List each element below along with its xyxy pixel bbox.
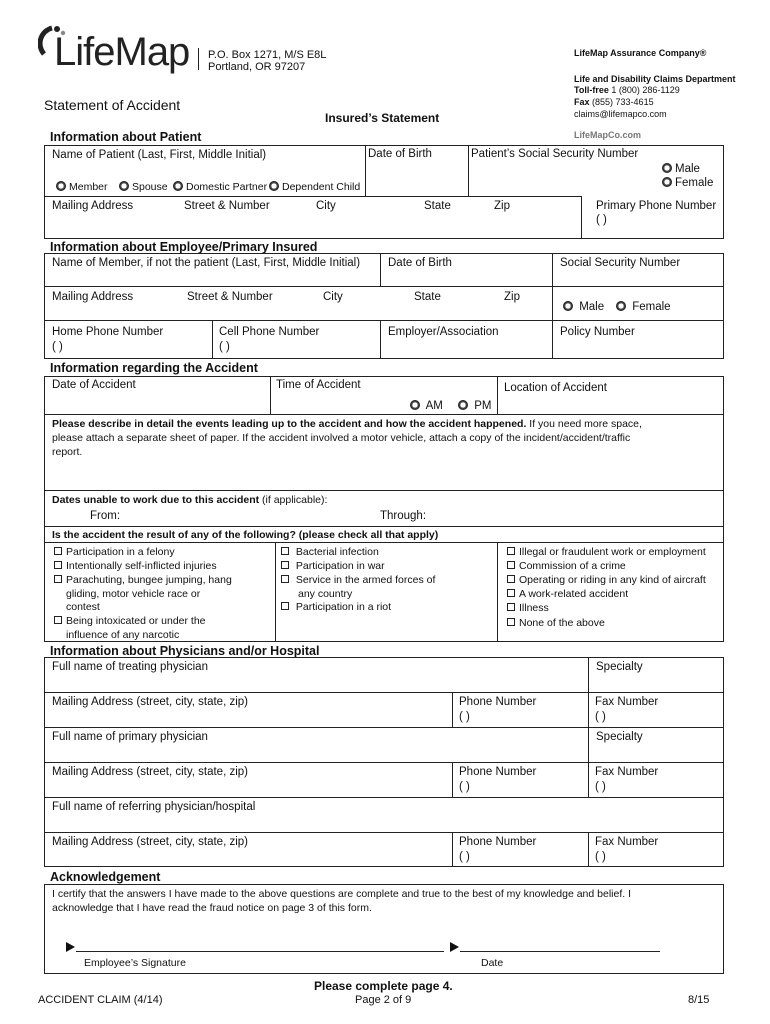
referring-phone-field[interactable]: Phone Number	[459, 836, 537, 848]
checkbox-icon	[507, 618, 515, 626]
radio-icon	[269, 181, 279, 191]
relation-spouse-radio[interactable]: Spouse	[119, 181, 168, 194]
check-illegal-work[interactable]: Illegal or fraudulent work or employment	[507, 546, 706, 559]
pm-radio[interactable]: PM	[458, 400, 491, 413]
describe-line-2: please attach a separate sheet of paper. If the accident involved a motor vehicle, attach a copy of the incident/accident/traffic	[52, 432, 631, 444]
referring-fax-field[interactable]: Fax Number	[595, 836, 659, 848]
referring-fax-paren: ( )	[595, 851, 606, 863]
ack-line-2: acknowledge that I have read the fraud notice on page 3 of this form.	[52, 902, 372, 914]
footer-page-number: Page 2 of 9	[355, 994, 412, 1006]
claims-dept: Life and Disability Claims Department	[574, 74, 736, 84]
check-intoxicated-cont: influence of any narcotic	[66, 629, 180, 641]
fax-label: Fax	[574, 97, 590, 107]
patient-ssn-field[interactable]: Patient’s Social Security Number	[471, 148, 639, 160]
accident-date-field[interactable]: Date of Accident	[52, 379, 136, 391]
accident-heading: Information regarding the Accident	[50, 361, 258, 375]
patient-male-radio[interactable]: Male	[662, 163, 700, 176]
patient-city-label: City	[316, 200, 336, 212]
address-line-1: P.O. Box 1271, M/S E8L	[208, 49, 327, 61]
patient-dob-field[interactable]: Date of Birth	[368, 148, 432, 160]
referring-mailing-field[interactable]: Mailing Address (street, city, state, zip)	[52, 836, 248, 848]
check-parachuting-cont2: contest	[66, 601, 100, 613]
date-arrow-icon	[450, 942, 459, 952]
check-illness[interactable]: Illness	[507, 602, 549, 615]
checkbox-icon	[507, 603, 515, 611]
accident-time-field[interactable]: Time of Accident	[276, 379, 361, 391]
patient-name-field[interactable]: Name of Patient (Last, First, Middle Initial)	[52, 149, 267, 161]
primary-fax-paren: ( )	[595, 781, 606, 793]
primary-fax-field[interactable]: Fax Number	[595, 766, 659, 778]
radio-icon	[119, 181, 129, 191]
check-armed-forces-cont: any country	[298, 588, 353, 600]
check-bacterial[interactable]: Bacterial infection	[281, 546, 379, 559]
patient-phone-field[interactable]: Primary Phone Number	[596, 200, 717, 212]
radio-icon	[56, 181, 66, 191]
home-phone-paren: ( )	[52, 341, 63, 353]
patient-phone-paren: ( )	[596, 214, 607, 226]
check-armed-forces[interactable]: Service in the armed forces of	[281, 574, 435, 587]
patient-street-label: Street & Number	[184, 200, 270, 212]
treating-phone-paren: ( )	[459, 711, 470, 723]
accident-location-field[interactable]: Location of Accident	[504, 382, 607, 394]
primary-phone-field[interactable]: Phone Number	[459, 766, 537, 778]
radio-icon	[662, 177, 672, 187]
treating-physician-field[interactable]: Full name of treating physician	[52, 661, 208, 673]
primary-physician-field[interactable]: Full name of primary physician	[52, 731, 208, 743]
checkbox-icon	[54, 561, 62, 569]
primary-specialty-field[interactable]: Specialty	[596, 731, 643, 743]
from-field[interactable]: From:	[90, 510, 121, 522]
claims-email: claims@lifemapco.com	[574, 109, 667, 119]
radio-icon	[563, 301, 573, 311]
company-name: LifeMap Assurance Company®	[574, 48, 707, 58]
radio-icon	[662, 163, 672, 173]
signature-arrow-icon	[66, 942, 75, 952]
home-phone-field[interactable]: Home Phone Number	[52, 326, 164, 338]
tollfree-label: Toll-free	[574, 85, 609, 95]
checkbox-icon	[281, 575, 289, 583]
check-aircraft[interactable]: Operating or riding in any kind of aircraft	[507, 574, 706, 587]
checkbox-icon	[507, 575, 515, 583]
checkbox-icon	[507, 589, 515, 597]
cell-phone-field[interactable]: Cell Phone Number	[219, 326, 320, 338]
primary-mailing-field[interactable]: Mailing Address (street, city, state, zip)	[52, 766, 248, 778]
footer-left: ACCIDENT CLAIM (4/14)	[38, 994, 163, 1006]
check-felony[interactable]: Participation in a felony	[54, 546, 175, 559]
header-divider	[198, 48, 199, 70]
checkbox-icon	[507, 561, 515, 569]
patient-heading: Information about Patient	[50, 130, 202, 144]
describe-instructions: Please describe in detail the events leading up to the accident and how the accident happened. If you need more space,	[52, 418, 642, 430]
cell-phone-paren: ( )	[219, 341, 230, 353]
am-radio[interactable]: AM	[410, 400, 443, 413]
check-parachuting[interactable]: Parachuting, bungee jumping, hang	[54, 574, 232, 587]
check-none[interactable]: None of the above	[507, 617, 605, 630]
footer-right: 8/15	[688, 994, 710, 1006]
relation-member-radio[interactable]: Member	[56, 181, 108, 194]
check-crime[interactable]: Commission of a crime	[507, 560, 626, 573]
referring-phone-paren: ( )	[459, 851, 470, 863]
website: LifeMapCo.com	[574, 130, 642, 140]
ack-heading: Acknowledgement	[50, 870, 161, 884]
check-parachuting-cont: gliding, motor vehicle race or	[66, 588, 201, 600]
treating-fax-paren: ( )	[595, 711, 606, 723]
member-female-radio[interactable]: Female	[616, 301, 671, 314]
policy-field[interactable]: Policy Number	[560, 326, 635, 338]
tollfree-value: 1 (800) 286-1129	[611, 85, 680, 95]
through-field[interactable]: Through:	[380, 510, 427, 522]
employer-field[interactable]: Employer/Association	[388, 326, 499, 338]
member-dob-field[interactable]: Date of Birth	[388, 257, 452, 269]
treating-mailing-field[interactable]: Mailing Address (street, city, state, zip)	[52, 696, 248, 708]
checkbox-icon	[281, 602, 289, 610]
ack-line-1: I certify that the answers I have made to the above questions are complete and true to the best of my knowledge and belief. I	[52, 888, 632, 900]
referring-physician-field[interactable]: Full name of referring physician/hospital	[52, 801, 256, 813]
member-male-radio[interactable]: Male	[563, 301, 604, 314]
dates-unable-label: Dates unable to work due to this accident (if applicable):	[52, 494, 328, 506]
check-intoxicated[interactable]: Being intoxicated or under the	[54, 615, 206, 628]
treating-phone-field[interactable]: Phone Number	[459, 696, 537, 708]
employee-heading: Information about Employee/Primary Insured	[50, 240, 318, 254]
member-ssn-field[interactable]: Social Security Number	[560, 257, 681, 269]
footer-complete-page: Please complete page 4.	[314, 979, 453, 993]
checkbox-icon	[54, 547, 62, 555]
radio-icon	[616, 301, 626, 311]
member-state-label: State	[414, 291, 441, 303]
member-zip-label: Zip	[504, 291, 520, 303]
date-line[interactable]	[460, 951, 660, 952]
document-title: Statement of Accident	[44, 97, 181, 113]
signature-line[interactable]	[76, 951, 444, 952]
check-war[interactable]: Participation in war	[281, 560, 385, 573]
describe-textarea[interactable]	[46, 460, 722, 488]
checkbox-icon	[54, 575, 62, 583]
fax-value: (855) 733-4615	[592, 97, 654, 107]
patient-state-label: State	[424, 200, 451, 212]
radio-icon	[410, 400, 420, 410]
primary-phone-paren: ( )	[459, 781, 470, 793]
treating-fax-field[interactable]: Fax Number	[595, 696, 659, 708]
patient-female-radio[interactable]: Female	[662, 177, 713, 190]
signature-label: Employee’s Signature	[84, 957, 186, 969]
member-city-label: City	[323, 291, 343, 303]
date-label: Date	[481, 957, 504, 969]
physicians-heading: Information about Physicians and/or Hospital	[50, 644, 320, 658]
check-self-inflicted[interactable]: Intentionally self-inflicted injuries	[54, 560, 217, 573]
address-line-2: Portland, OR 97207	[208, 61, 306, 73]
result-question: Is the accident the result of any of the following? (please check all that apply)	[52, 529, 439, 541]
check-riot[interactable]: Participation in a riot	[281, 601, 391, 614]
describe-line-3: report.	[52, 446, 83, 458]
member-mailing-label[interactable]: Mailing Address	[52, 291, 134, 303]
logo-text: LifeMap	[54, 30, 190, 74]
relation-dependent-child-radio[interactable]: Dependent Child	[269, 181, 360, 194]
checkbox-icon	[54, 616, 62, 624]
checkbox-icon	[281, 547, 289, 555]
treating-specialty-field[interactable]: Specialty	[596, 661, 643, 673]
check-work-related[interactable]: A work-related accident	[507, 588, 628, 601]
lifemap-logo	[38, 22, 188, 80]
checkbox-icon	[281, 561, 289, 569]
radio-icon	[173, 181, 183, 191]
document-subtitle: Insured’s Statement	[325, 111, 440, 125]
radio-icon	[458, 400, 468, 410]
patient-mailing-label[interactable]: Mailing Address	[52, 200, 134, 212]
patient-zip-label: Zip	[494, 200, 510, 212]
relation-domestic-partner-radio[interactable]: Domestic Partner	[173, 181, 267, 194]
member-street-label: Street & Number	[187, 291, 273, 303]
checkbox-icon	[507, 547, 515, 555]
member-name-field[interactable]: Name of Member, if not the patient (Last, First, Middle Initial)	[52, 257, 361, 269]
